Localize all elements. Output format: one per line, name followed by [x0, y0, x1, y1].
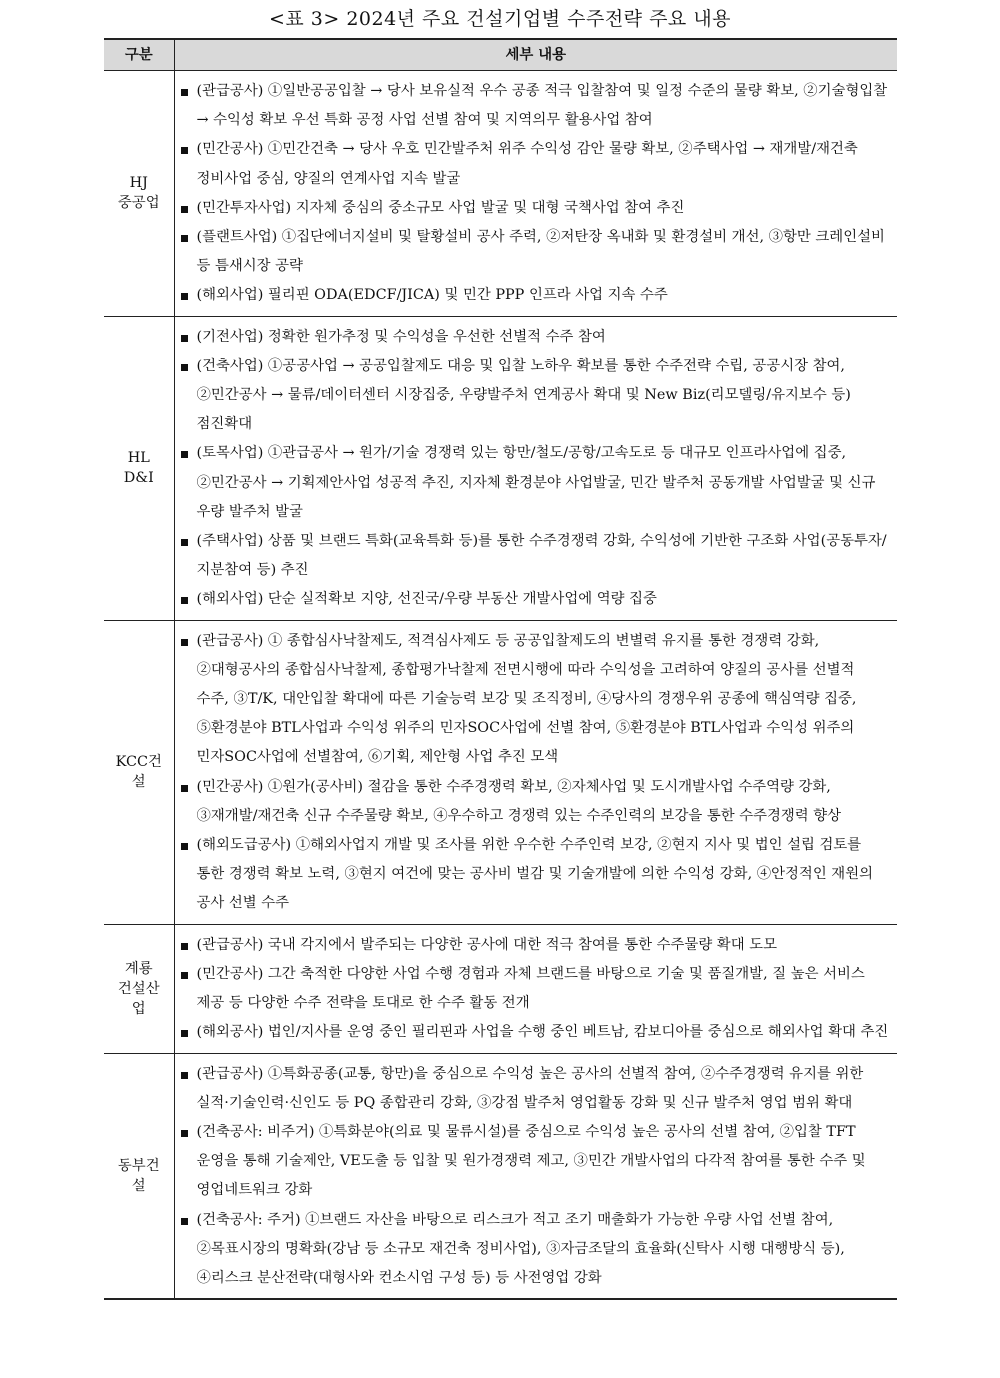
- table-row: [104, 71, 897, 317]
- item-text: (건축사업) ①공공사업 → 공공입찰제도 대응 및 입찰 노하우 확보를 통한 수주전략 수립, 공공시장 참여, ②민간공사 → 물류/데이터센터 시장집중, 우량발주처 연계공사 확대 및 New Biz(리모델링/유지보수 등) 점진확대: [196, 357, 851, 433]
- list-item: [179, 585, 892, 614]
- square-bullet-icon: [181, 639, 188, 646]
- row-details: [174, 620, 897, 924]
- item-text: (주택사업) 상품 및 브랜드 특화(교육특화 등)를 통한 수주경쟁력 강화, 수익성에 기반한 구조화 사업(공동투자/지분참여 등) 추진: [196, 533, 887, 579]
- table-row: [104, 924, 897, 1053]
- square-bullet-icon: [181, 1130, 188, 1137]
- header-category: 구분: [104, 39, 174, 71]
- list-item: [179, 135, 892, 193]
- item-text: (건축공사: 주거) ①브랜드 자산을 바탕으로 리스크가 적고 조기 매출화가 가능한 우량 사업 선별 참여, ②목표시장의 명확화(강남 등 소규모 재건축 정비사업), ③자금조달의 효율화(신탁사 시행 대행방식 등), ④리스크 분산전략(대형사와 컨소시엄 구성 등) 등 사전영업 강화: [196, 1211, 845, 1286]
- category-label: 계룡 건설산 업: [117, 960, 160, 1017]
- item-text: (민간공사) ①원가(공사비) 절감을 통한 수주경쟁력 확보, ②자체사업 및 도시개발사업 수주역량 강화, ③재개발/재건축 신규 수주물량 확보, ④우수하고 경쟁력 있는 수주인력의 보강을 통한 수주경쟁력 향상: [196, 778, 842, 824]
- square-bullet-icon: [181, 451, 188, 458]
- header-details: 세부 내용: [174, 39, 897, 71]
- list-item: [179, 77, 892, 135]
- row-details: [174, 316, 897, 620]
- item-text: (관급공사) ①특화공종(교통, 항만)을 중심으로 수익성 높은 공사의 선별적 참여, ②수주경쟁력 유지를 위한 실적·기술인력·신인도 등 PQ 종합관리 강화, ③강점 발주처 영업활동 강화 및 신규 발주처 영업 범위 확대: [196, 1065, 864, 1111]
- detail-list: [175, 621, 898, 924]
- table-header-row: [104, 39, 897, 71]
- item-text: (해외사업) 단순 실적확보 지양, 선진국/우량 부동산 개발사업에 역량 집중: [196, 591, 657, 608]
- category-label: HL D&I: [123, 450, 154, 487]
- item-text: (민간공사) 그간 축적한 다양한 사업 수행 경험과 자체 브랜드를 바탕으로 기술 및 품질개발, 질 높은 서비스 제공 등 다양한 수주 전략을 토대로 한 수주 활동 전개: [196, 965, 865, 1012]
- item-text: (관급공사) 국내 각지에서 발주되는 다양한 공사에 대한 적극 참여를 통한 수주물량 확대 도모: [196, 936, 777, 953]
- item-text: (플랜트사업) ①집단에너지설비 및 탈황설비 공사 주력, ②저탄장 옥내화 및 환경설비 개선, ③항만 크레인설비 등 틈새시장 공략: [196, 229, 885, 275]
- row-details: [174, 924, 897, 1053]
- square-bullet-icon: [181, 235, 188, 242]
- strategy-table: [104, 38, 897, 1300]
- table-row: [104, 620, 897, 924]
- list-item: [179, 931, 892, 960]
- square-bullet-icon: [181, 89, 188, 96]
- detail-list: [175, 71, 898, 316]
- item-text: (건축공사: 비주거) ①특화분야(의료 및 물류시설)를 중심으로 수익성 높은 공사의 선별 참여, ②입찰 TFT 운영을 통해 기술제안, VE도출 등 입찰 및 원가경쟁력 제고, ③민간 개발사업의 다각적 참여를 통한 수주 및 영업네트워크 강화: [196, 1123, 866, 1199]
- item-text: (기전사업) 정확한 원가추정 및 수익성을 우선한 선별적 수주 참여: [196, 328, 606, 345]
- list-item: [179, 1018, 892, 1047]
- item-text: (해외도급공사) ①해외사업지 개발 및 조사를 위한 우수한 수주인력 보강, ②현지 지사 및 법인 설립 검토를 통한 경쟁력 확보 노력, ③현지 여건에 맞는 공사비 벌감 및 기술개발에 의한 수익성 강화, ④안정적인 재원의 공사 선별 수주: [196, 837, 874, 912]
- row-details: [174, 71, 897, 317]
- square-bullet-icon: [181, 1030, 188, 1037]
- item-text: (관급공사) ① 종합심사낙찰제도, 적격심사제도 등 공공입찰제도의 변별력 유지를 통한 경쟁력 강화, ②대형공사의 종합심사낙찰제, 종합평가낙찰제 전면시행에 따라 수익성을 고려하여 양질의 공사를 선별적 수주, ③T/K, 대안입찰 확대에 따른 기술능력 보강 및 조직정비, ④당사의 경쟁우위 공종에 핵심역량 집중, ⑤환경분야 BTL사업과 수익성 위주의 민자SOC사업에 선별 참여, ⑤환경분야 BTL사업과 수익성 위주의 민자SOC사업에 선별참여, ⑥기획, 제안형 사업 추진 모색: [196, 632, 857, 766]
- square-bullet-icon: [181, 1218, 188, 1225]
- item-text: (해외사업) 필리핀 ODA(EDCF/JICA) 및 민간 PPP 인프라 사업 지속 수주: [196, 287, 668, 304]
- category-label: 동부건 설: [117, 1157, 160, 1194]
- list-item: [179, 1118, 892, 1206]
- square-bullet-icon: [181, 1072, 188, 1079]
- square-bullet-icon: [181, 206, 188, 213]
- square-bullet-icon: [181, 539, 188, 546]
- item-text: (민간공사) ①민간건축 → 당사 우호 민간발주처 위주 수익성 감안 물량 확보, ②주택사업 → 재개발/재건축 정비사업 중심, 양질의 연계사업 지속 발굴: [196, 141, 858, 187]
- category-label: HJ 중공업: [117, 175, 160, 212]
- category-label: KCC건 설: [115, 754, 162, 791]
- table-row: [104, 1053, 897, 1299]
- detail-list: [175, 317, 898, 620]
- list-item: [179, 323, 892, 352]
- list-item: [179, 439, 892, 527]
- list-item: [179, 1206, 892, 1294]
- list-item: [179, 831, 892, 919]
- list-item: [179, 352, 892, 440]
- list-item: [179, 281, 892, 310]
- list-item: [179, 1060, 892, 1118]
- detail-list: [175, 925, 898, 1053]
- row-category: [104, 316, 174, 620]
- square-bullet-icon: [181, 597, 188, 604]
- square-bullet-icon: [181, 293, 188, 300]
- square-bullet-icon: [181, 147, 188, 154]
- square-bullet-icon: [181, 335, 188, 342]
- item-text: (해외공사) 법인/지사를 운영 중인 필리핀과 사업을 수행 중인 베트남, 캄보디아를 중심으로 해외사업 확대 추진: [196, 1024, 889, 1041]
- row-category: [104, 71, 174, 317]
- detail-list: [175, 1054, 898, 1299]
- list-item: [179, 527, 892, 585]
- list-item: [179, 960, 892, 1018]
- row-details: [174, 1053, 897, 1299]
- square-bullet-icon: [181, 943, 188, 950]
- item-text: (관급공사) ①일반공공입찰 → 당사 보유실적 우수 공종 적극 입찰참여 및 일정 수준의 물량 확보, ②기술형입찰 → 수익성 확보 우선 특화 공정 사업 선별 참여 및 지역의무 활용사업 참여: [196, 83, 888, 129]
- item-text: (토목사업) ①관급공사 → 원가/기술 경쟁력 있는 항만/철도/공항/고속도로 등 대규모 인프라사업에 집중, ②민간공사 → 기획제안사업 성공적 추진, 지자체 환경분야 사업발굴, 민간 발주처 공동개발 사업발굴 및 신규 우량 발주처 발굴: [196, 445, 876, 520]
- row-category: [104, 620, 174, 924]
- table-title: <표 3> 2024년 주요 건설기업별 수주전략 주요 내용: [268, 8, 732, 30]
- list-item: [179, 194, 892, 223]
- item-text: (민간투자사업) 지자체 중심의 중소규모 사업 발굴 및 대형 국책사업 참여 추진: [196, 199, 685, 216]
- square-bullet-icon: [181, 785, 188, 792]
- list-item: [179, 223, 892, 281]
- square-bullet-icon: [181, 972, 188, 979]
- list-item: [179, 773, 892, 831]
- row-category: [104, 1053, 174, 1299]
- table-row: [104, 316, 897, 620]
- row-category: [104, 924, 174, 1053]
- square-bullet-icon: [181, 364, 188, 371]
- list-item: [179, 627, 892, 773]
- square-bullet-icon: [181, 843, 188, 850]
